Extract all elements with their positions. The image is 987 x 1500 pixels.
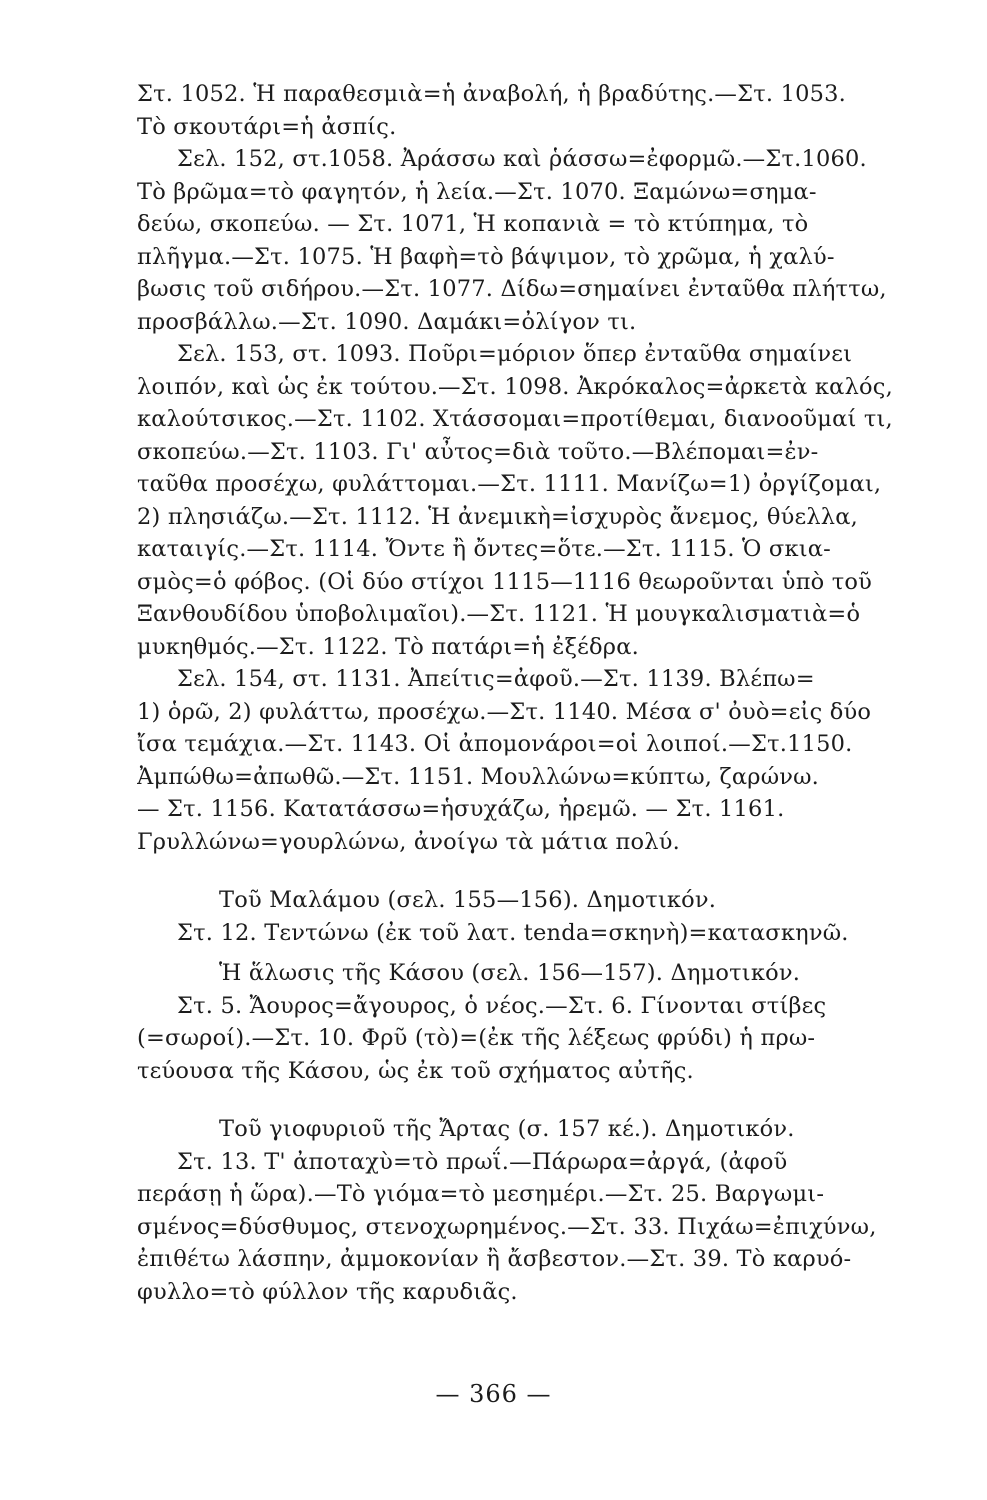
text-line: 1) ὁρῶ, 2) φυλάττω, προσέχω.—Στ. 1140. Μέσα σ' ὀυὸ=εἰς δύο [137,698,872,725]
text-line: Ξανθουδίδου ὑποβολιμαῖοι).—Στ. 1121. Ἡ μουγκαλισματιὰ=ὁ [137,601,861,627]
commentary-text [137,78,917,1308]
text-line: προσβάλλω.—Στ. 1090. Δαμάκι=ὀλίγον τι. [137,308,637,335]
text-line: (=σωροί).—Στ. 10. Φρῦ (τὸ)=(ἐκ τῆς λέξεως φρύδι) ἡ πρω- [137,1025,816,1051]
text-line: Σελ. 154, στ. 1131. Ἀπείτις=ἀφοῦ.—Στ. 1139. Βλέπω= [177,666,815,692]
text-line: βωσις τοῦ σιδήρου.—Στ. 1077. Δίδω=σημαίνει ἐνταῦθα πλήττω, [137,276,887,302]
text-line: σκοπεύω.—Στ. 1103. Γι' αὖτος=διὰ τοῦτο.—Βλέπομαι=ἐν- [137,438,819,465]
text-line: μυκηθμός.—Στ. 1122. Τὸ πατάρι=ἡ ἐξέδρα. [137,633,639,660]
text-line: Ἡ ἅλωσις τῆς Κάσου (σελ. 156—157). Δημοτικόν. [219,960,801,986]
text-line: δεύω, σκοπεύω. — Στ. 1071, Ἡ κοπανιὰ = τὸ κτύπημα, τὸ [137,211,809,237]
text-line: Τοῦ γιοφυριοῦ τῆς Ἄρτας (σ. 157 κέ.). Δημοτικόν. [219,1116,795,1142]
text-line: πλῆγμα.—Στ. 1075. Ἡ βαφὴ=τὸ βάψιμον, τὸ χρῶμα, ἡ χαλύ- [137,243,835,270]
text-line: ἴσα τεμάχια.—Στ. 1143. Οἱ ἀπομονάροι=οἱ λοιποί.—Στ.1150. [137,731,853,757]
text-line: Στ. 13. Τ' ἀποταχὺ=τὸ πρωΐ.—Πάρωρα=ἀργά, (ἀφοῦ [177,1148,788,1175]
text-line: Τὸ βρῶμα=τὸ φαγητόν, ἡ λεία.—Στ. 1070. Ξαμώνω=σημα- [137,178,817,205]
text-line: Στ. 12. Τεντώνω (ἐκ τοῦ λατ. tenda=σκηνὴ)=κατασκηνῶ. [177,919,849,946]
text-line: ἐπιθέτω λάσπην, ἀμμοκονίαν ἢ ἄσβεστον.—Στ. 39. Τὸ καρυό- [137,1246,852,1272]
text-line: ταῦθα προσέχω, φυλάττομαι.—Στ. 1111. Μανίζω=1) ὀργίζομαι, [137,471,882,497]
text-line: σμένος=δύσθυμος, στενοχωρημένος.—Στ. 33. Πιχάω=ἐπιχύνω, [137,1213,877,1240]
text-line: Τοῦ Μαλάμου (σελ. 155—156). Δημοτικόν. [219,887,717,913]
text-line: καλούτσικος.—Στ. 1102. Χτάσσομαι=προτίθεμαι, διανοοῦμαί τι, [137,406,893,432]
text-line: Γρυλλώνω=γουρλώνω, ἀνοίγω τὰ μάτια πολύ. [137,828,680,855]
text-line: καταιγίς.—Στ. 1114. Ὄντε ἢ ὄντες=ὅτε.—Στ. 1115. Ὁ σκια- [137,536,831,562]
text-line: Σελ. 152, στ.1058. Ἀράσσω καὶ ῥάσσω=ἐφορμῶ.—Στ.1060. [177,146,867,172]
text-line: σμὸς=ὁ φόβος. (Οἱ δύο στίχοι 1115—1116 θεωροῦνται ὑπὸ τοῦ [137,568,873,595]
text-line: φυλλο=τὸ φύλλον τῆς καρυδιᾶς. [137,1278,518,1305]
text-line: — Στ. 1156. Κατατάσσω=ἡσυχάζω, ἠρεμῶ. — Στ. 1161. [137,796,785,822]
text-line: λοιπόν, καὶ ὡς ἐκ τούτου.—Στ. 1098. Ἀκρόκαλος=ἀρκετὰ καλός, [137,373,893,400]
text-line: τεύουσα τῆς Κάσου, ὡς ἐκ τοῦ σχήματος αὐτῆς. [137,1057,694,1084]
text-line: 2) πλησιάζω.—Στ. 1112. Ἡ ἀνεμικὴ=ἰσχυρὸς ἄνεμος, θύελλα, [137,503,858,530]
text-line: Στ. 5. Ἄουρος=ἄγουρος, ὁ νέος.—Στ. 6. Γίνονται στίβες [177,992,827,1019]
spacer [137,858,917,884]
text-line: Σελ. 153, στ. 1093. Ποῦρι=μόριον ὅπερ ἐνταῦθα σημαίνει [177,341,853,367]
text-line: περάσῃ ἡ ὥρα).—Τὸ γιόμα=τὸ μεσημέρι.—Στ. 25. Βαργωμι- [137,1181,825,1207]
page-number: — 366 — [435,1380,552,1408]
text-line: Ἀμπώθω=ἀπωθῶ.—Στ. 1151. Μουλλώνω=κύπτω, ζαρώνω. [137,763,820,790]
text-line: Τὸ σκουτάρι=ἡ ἀσπίς. [137,113,397,140]
spacer [137,1087,917,1113]
spacer [137,949,917,957]
text-line: Στ. 1052. Ἡ παραθεσμιὰ=ἡ ἀναβολή, ἡ βραδύτης.—Στ. 1053. [137,81,846,107]
